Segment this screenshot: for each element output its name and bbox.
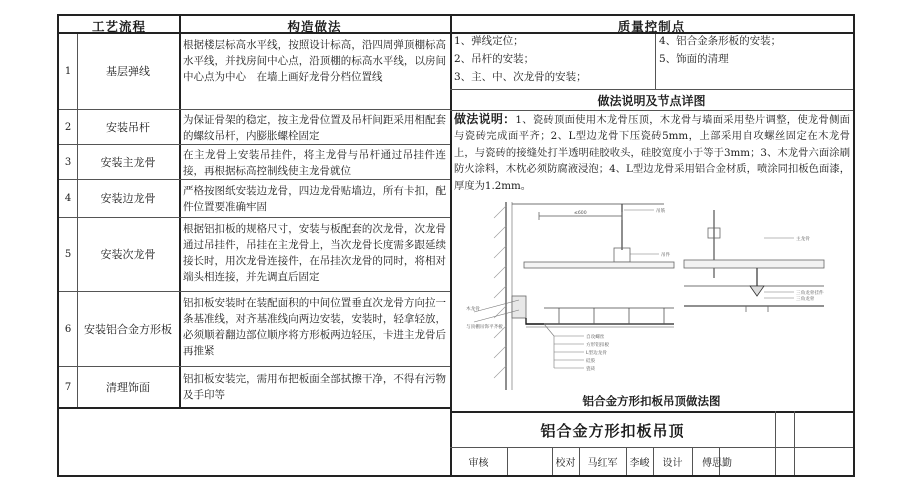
callout: 硅胶 xyxy=(586,359,596,364)
quality-point: 4、铝合金条形板的安装； xyxy=(659,35,782,47)
project-title: 铝合金方形扣板吊顶 xyxy=(540,422,685,440)
quality-point: 3、主、中、次龙骨的安装； xyxy=(454,71,587,83)
quality-point: 2、吊杆的安装； xyxy=(454,53,535,65)
row-number: 6 xyxy=(64,323,72,335)
row-number: 4 xyxy=(64,193,72,204)
check-label: 校对 xyxy=(555,458,576,469)
row-step: 安装吊杆 xyxy=(106,120,150,134)
row-step: 安装铝合金方形板 xyxy=(84,322,172,336)
row-step: 安装边龙骨 xyxy=(100,192,156,205)
callout: 主龙骨 xyxy=(796,237,810,242)
callout: 方形铝扣板 xyxy=(586,343,609,348)
row-description: 根据铝扣板的规格尺寸，安装与板配套的次龙骨，次龙骨通过吊挂件，吊挂在主龙骨上，当次龙骨长度需多跟延续接长时，用次龙骨连接件，在吊挂次龙骨的同时，将相对端头相连接，并先调直后固定 xyxy=(183,223,446,283)
row-step: 清理饰面 xyxy=(106,380,150,394)
drawing-caption: 铝合金方形扣板吊顶做法图 xyxy=(582,394,721,408)
review-label: 审核 xyxy=(468,458,489,469)
row-step: 基层弹线 xyxy=(106,64,150,78)
row-description: 铝扣板安装时在装配面积的中间位置垂直次龙骨方向拉一条基准线，对齐基准线向两边安装，安装时，轻拿轻放，必须顺着翻边部位顺序将方形板两边轻压，卡进主龙骨后再推紧 xyxy=(183,297,446,357)
quality-point: 5、饰面的清理 xyxy=(659,53,729,65)
callout: 三角龙骨 xyxy=(796,297,815,302)
header-process: 工艺流程 xyxy=(91,19,146,34)
header-method: 构造做法 xyxy=(287,19,342,34)
callout: L型边龙骨 xyxy=(586,351,607,356)
row-number: 3 xyxy=(64,156,72,168)
notes-body xyxy=(454,111,850,194)
dim-label: ≤600 xyxy=(574,211,587,216)
notes-label: 做法说明： xyxy=(454,112,516,126)
notes-title: 做法说明及节点详图 xyxy=(597,94,706,108)
row-description: 铝扣板安装完，需用布把板面全部拭擦干净，不得有污物及手印等 xyxy=(183,373,446,401)
callout: 自攻螺丝 xyxy=(586,335,605,340)
row-description: 在主龙骨上安装吊挂件，将主龙骨与吊杆通过吊挂件连接，再根据标高控制线使主龙骨就位 xyxy=(183,149,446,177)
drawing-sheet xyxy=(57,14,855,477)
row-description: 根据楼层标高水平线，按照设计标高，沿四周弹顶棚标高水平线，并找房间中心点，沿顶棚的标高水平线，以房间中心点为中心 在墙上画好龙骨分档位置线 xyxy=(183,39,446,83)
notes-text: 1、瓷砖顶面使用木龙骨压顶，木龙骨与墙面采用垫片调整，使龙骨侧面与瓷砖完成面平齐；2、L型边龙骨下压瓷砖5mm，上部采用自攻螺丝固定在木龙骨上，与瓷砖的接缝处打半透明硅胶收头，硅胶宽度小于等于3mm；3、木龙骨六面涂刷防火涂料，木枕必须防腐液浸泡；4、L型边龙骨采用铝合金材质，喷涂同扣板色面漆，厚度为1.2mm。 xyxy=(454,114,850,192)
quality-points-right xyxy=(659,34,853,67)
callout: 与顶棚吊饰平齐板 xyxy=(466,325,503,330)
row-description: 严格按图纸安装边龙骨，四边龙骨贴墙边，所有卡扣，配件位置要准确牢固 xyxy=(183,185,446,213)
row-number: 2 xyxy=(64,121,72,133)
callout: 吊件 xyxy=(661,253,671,258)
row-description: 为保证骨架的稳定，按主龙骨位置及吊杆间距采用相配套的螺纹吊杆，内膨胀螺栓固定 xyxy=(183,114,446,142)
design-label: 设计 xyxy=(662,458,683,469)
header-quality: 质量控制点 xyxy=(617,19,686,34)
callout: 木龙骨 xyxy=(466,307,480,312)
designer-name: 傅思勤 xyxy=(702,458,732,469)
quality-point: 1、弹线定位； xyxy=(454,35,524,47)
detail-drawing xyxy=(464,198,834,393)
callout: 三角龙骨挂件 xyxy=(796,291,824,296)
callout: 吊筋 xyxy=(656,209,666,214)
checker-name: 马红军 xyxy=(587,458,618,469)
quality-points-left xyxy=(454,34,654,85)
checker2-name: 李峻 xyxy=(629,458,650,469)
row-number: 5 xyxy=(64,249,72,260)
row-step: 安装次龙骨 xyxy=(100,248,156,261)
callout: 瓷砖 xyxy=(586,367,596,372)
row-step: 安装主龙骨 xyxy=(100,155,156,169)
row-number: 1 xyxy=(64,65,72,77)
row-number: 7 xyxy=(64,381,72,393)
